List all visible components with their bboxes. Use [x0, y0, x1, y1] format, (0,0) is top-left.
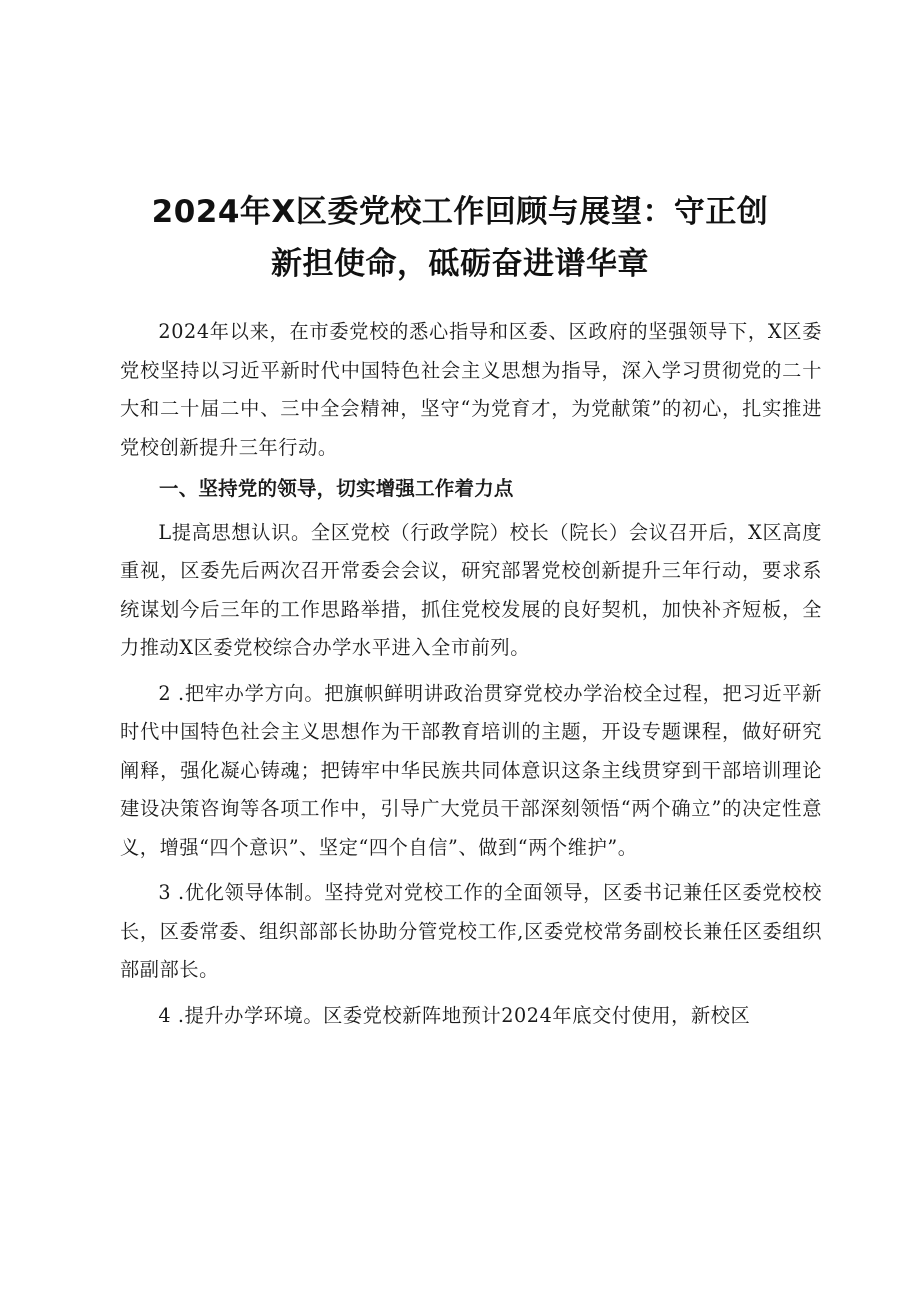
document-title	[110, 186, 810, 290]
list-item-2: 2 .把牢办学方向。把旗帜鲜明讲政治贯穿党校办学治校全过程，把习近平新时代中国特色社会主义思想作为干部教育培训的主题，开设专题课程，做好研究阐释，强化凝心铸魂；把铸牢中华民族共同体意识这条主线贯穿到干部培训理论建设决策咨询等各项工作中，引导广大党员干部深刻领悟“两个确立”的决定性意义，增强“四个意识”、坚定“四个自信”、做到“两个维护”。	[120, 681, 822, 859]
document-body	[120, 313, 822, 1035]
intro-paragraph: 2024年以来，在市委党校的悉心指导和区委、区政府的坚强领导下，X区委党校坚持以习近平新时代中国特色社会主义思想为指导，深入学习贯彻党的二十大和二十届二中、三中全会精神，坚守“为党育才，为党献策”的初心，扎实推进党校创新提升三年行动。	[120, 320, 822, 459]
list-item-1: L提高思想认识。全区党校（行政学院）校长（院长）会议召开后，X区高度重视，区委先后两次召开常委会会议，研究部署党校创新提升三年行动，要求系统谋划今后三年的工作思路举措，抓住党校发展的良好契机，加快补齐短板，全力推动X区委党校综合办学水平进入全市前列。	[120, 520, 822, 659]
list-item-3: 3 .优化领导体制。坚持党对党校工作的全面领导，区委书记兼任区委党校校长，区委常委、组织部部长协助分管党校工作,区委党校常务副校长兼任区委组织部副部长。	[120, 881, 822, 981]
title-line-1: 2024年X区委党校工作回顾与展望：守正创	[151, 193, 769, 230]
section-heading-1: 一、坚持党的领导，切实增强工作着力点	[159, 477, 514, 500]
list-item-4: 4 .提升办学环境。区委党校新阵地预计2024年底交付使用，新校区	[158, 1003, 751, 1027]
title-line-2: 新担使命，砥砺奋进谱华章	[271, 245, 649, 282]
